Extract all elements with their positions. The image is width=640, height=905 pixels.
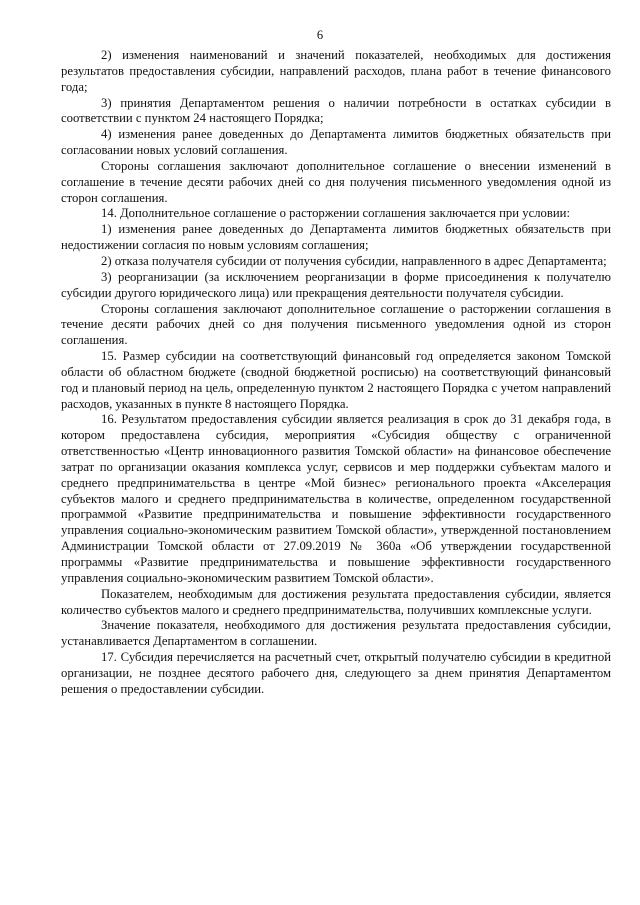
paragraph-clause-14-item-1: 1) изменения ранее доведенных до Департамента лимитов бюджетных обязательств при недостижении согласия по новым условиям соглашения;: [61, 222, 611, 253]
document-body: [61, 48, 611, 698]
paragraph-amendment-agreement: Стороны соглашения заключают дополнительное соглашение о внесении изменений в соглашение в течение десяти рабочих дней со дня получения письменного уведомления одной из сторон соглашения.: [61, 158, 611, 205]
paragraph-clause-16: 16. Результатом предоставления субсидии является реализация в срок до 31 декабря года, в котором предоставлена субсидия, мероприятия «Субсидия обществу с ограниченной ответственностью «Центр инновационного развития Томской области» на финансовое обеспечение затрат по организации оказания комплекса услуг, сервисов и мер поддержки субъектам малого и среднего предпринимательства в центре «Мой бизнес» регионального проекта «Акселерация субъектов малого и среднего предпринимательства в количестве, определенном государственной программой «Развитие предпринимательства и повышение эффективности государственного управления социально-экономическим развитием Томской области», утвержденной постановлением Администрации Томской области от 27.09.2019 № 360а «Об утверждении государственной программы «Развитие предпринимательства и повышение эффективности государственного управления социально-экономическим развитием Томской области».: [61, 412, 611, 585]
paragraph-item-3-remaining-funds: 3) принятия Департаментом решения о наличии потребности в остатках субсидии в соответствии с пунктом 24 настоящего Порядка;: [61, 95, 611, 126]
paragraph-clause-17: 17. Субсидия перечисляется на расчетный счет, открытый получателю субсидии в кредитной организации, не позднее десятого рабочего дня, следующего за днем принятия Департаментом решения о предоставлении субсидии.: [61, 650, 611, 696]
paragraph-indicator-value: Значение показателя, необходимого для достижения результата предоставления субсидии, устанавливается Департаментом в соглашении.: [61, 618, 611, 649]
paragraph-item-2-change-indicators: 2) изменения наименований и значений показателей, необходимых для достижения результатов предоставления субсидии, направлений расходов, плана работ в течение финансового года;: [61, 48, 611, 94]
paragraph-clause-15: 15. Размер субсидии на соответствующий финансовый год определяется законом Томской области об областном бюджете (сводной бюджетной росписью) на соответствующий финансовый год и плановый период на цель, определенную пунктом 2 настоящего Порядка с учетом направлений расходов, указанных в пункте 8 настоящего Порядка.: [61, 349, 611, 411]
paragraph-clause-14-item-3: 3) реорганизации (за исключением реорганизации в форме присоединения к получателю субсидии другого юридического лица) или прекращения деятельности получателя субсидии.: [61, 269, 611, 300]
paragraph-item-4-budget-limits: 4) изменения ранее доведенных до Департамента лимитов бюджетных обязательств при согласовании новых условий соглашения.: [61, 127, 611, 158]
paragraph-clause-14-item-2: 2) отказа получателя субсидии от получения субсидии, направленного в адрес Департамента;: [101, 253, 607, 268]
page-number: 6: [316, 28, 324, 42]
paragraph-termination-agreement: Стороны соглашения заключают дополнительное соглашение о расторжении соглашения в течение десяти рабочих дней со дня получения письменного уведомления одной из сторон соглашения.: [61, 301, 611, 348]
paragraph-clause-14: 14. Дополнительное соглашение о расторжении соглашения заключается при условии:: [101, 206, 570, 221]
paragraph-indicator: Показателем, необходимым для достижения результата предоставления субсидии, является количество субъектов малого и среднего предпринимательства, получивших комплексные услуги.: [61, 586, 611, 617]
